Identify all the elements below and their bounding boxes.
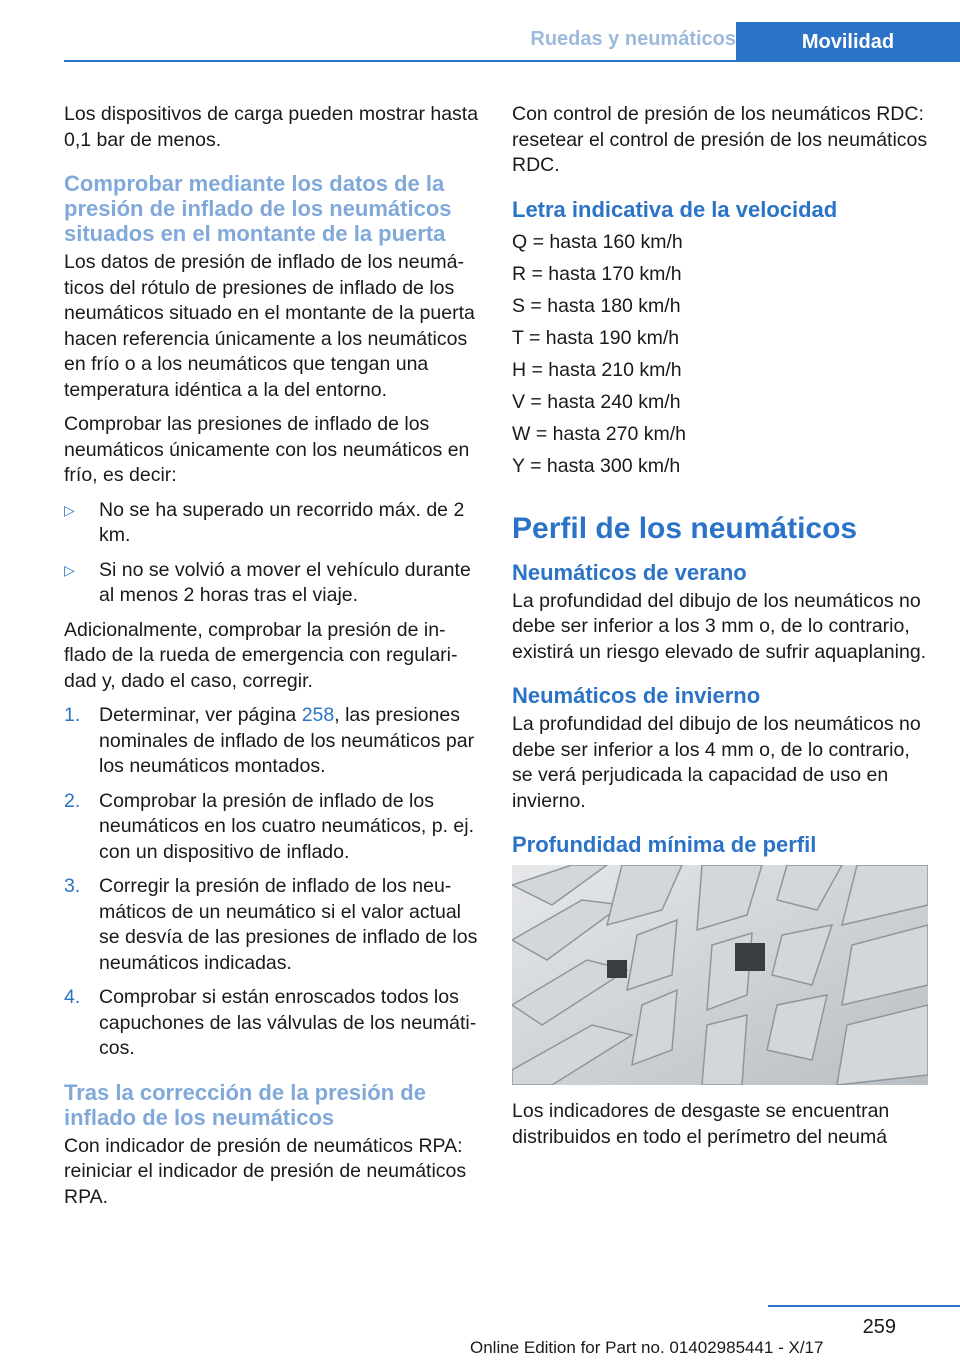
page-number: 259 [862,1316,896,1338]
list-item-text: Si no se volvió a mover el vehículo durante al menos 2 horas tras el viaje. [99,558,471,606]
paragraph: Con control de presión de los neumáticos RDC: resetear el control de presión de los neumáticos RDC. [512,103,928,176]
page-header [64,22,960,62]
section-heading: Neumáticos de verano [512,559,747,585]
triangle-bullet-icon: ▷ [64,561,75,578]
speed-rating: Y = hasta 300 km/h [512,454,681,477]
triangle-bullet-icon: ▷ [64,501,75,518]
right-column [512,102,928,1159]
speed-rating: T = hasta 190 km/h [512,326,680,349]
speed-rating: W = hasta 270 km/h [512,422,686,445]
list-item [64,498,480,549]
section-heading: Neumáticos de invierno [512,683,761,708]
list-item-text: No se ha superado un recorrido máx. de 2 km. [99,498,465,546]
footer-rule [768,1305,960,1307]
list-item [64,874,480,976]
step-number: 3. [64,875,81,897]
list-item [64,789,480,866]
speed-rating: V = hasta 240 km/h [512,390,681,413]
paragraph: Los indicadores de desgaste se encuentran distribuidos en todo el perímetro del neumá [512,1100,890,1148]
step-text: , las presiones nominales de inflado de los neumáticos par los neumáticos montados. [99,704,475,777]
list-item-text: Comprobar si están enroscados todos los capuchones de las válvulas de los neumáticos. [99,986,477,1059]
step-number: 1. [64,704,81,726]
bullet-list [64,498,480,609]
paragraph: La profundidad del dibujo de los neumáticos no debe ser inferior a los 4 mm o, de lo contrario, se verá perjudicada la capacidad de uso en invierno. [512,713,921,812]
list-item [64,558,480,609]
chapter-heading: Perfil de los neumáticos [512,511,858,545]
speed-rating-list [512,226,928,482]
section-heading: Profundidad mínima de perfil [512,832,817,857]
list-item-text: Comprobar la presión de inflado de los neumáticos en los cuatro neumáticos, p. ej. con un dispositivo de inflado. [99,789,475,863]
speed-rating: R = hasta 170 km/h [512,262,682,285]
paragraph: Con indicador de presión de neumáticos RPA: reiniciar el indicador de presión de neumáticos RPA. [64,1134,467,1208]
speed-rating: Q = hasta 160 km/h [512,230,683,253]
paragraph: Comprobar las presiones de inflado de los neumáticos únicamente con los neumáticos en frío, es decir: [64,413,470,486]
section-heading: Tras la corrección de la presión de inflado de los neumáticos [64,1079,426,1130]
paragraph: Adicionalmente, comprobar la presión de inflado de la rueda de emergencia con regularidad y, dado el caso, corregir. [64,618,458,692]
list-item [64,985,480,1062]
list-item-text: Corregir la presión de inflado de los neumáticos de un neumático si el valor actual se desvía de las presiones de inflado de los neumáticos indicadas. [99,875,478,974]
header-rule [64,60,960,62]
paragraph: Los dispositivos de carga pueden mostrar hasta 0,1 bar de menos. [64,103,479,151]
step-number: 4. [64,986,81,1008]
section-heading: Letra indicativa de la velocidad [512,196,838,222]
page-link[interactable]: 258 [301,704,335,726]
step-text: Determinar, ver página [99,704,302,726]
list-item-text [99,704,474,777]
left-column [64,102,480,1219]
tire-tread-wear-indicator-image [512,865,928,1085]
header-section-title: Ruedas y neumáticos [530,28,736,50]
numbered-list [64,703,480,1062]
speed-rating: H = hasta 210 km/h [512,358,682,381]
edition-footer: Online Edition for Part no. 01402985441 - X/17 [470,1338,824,1357]
list-item [64,703,480,780]
paragraph: Los datos de presión de inflado de los neumáticos del rótulo de presiones de inflado de los neumáticos situado en el montante de la puerta hacen referencia únicamente a los neumáticos en frío o a los neumáticos que tengan una temperatura idéntica a la del entorno. [64,251,475,401]
section-heading: Comprobar mediante los datos de la presión de inflado de los neumáticos situados en el montante de la puerta [64,171,452,246]
header-chapter-tab: Movilidad [736,22,960,62]
speed-rating: S = hasta 180 km/h [512,294,681,317]
step-number: 2. [64,789,81,812]
paragraph: La profundidad del dibujo de los neumáticos no debe ser inferior a los 3 mm o, de lo contrario, existirá un riesgo elevado de sufrir aquaplaning. [512,589,927,663]
